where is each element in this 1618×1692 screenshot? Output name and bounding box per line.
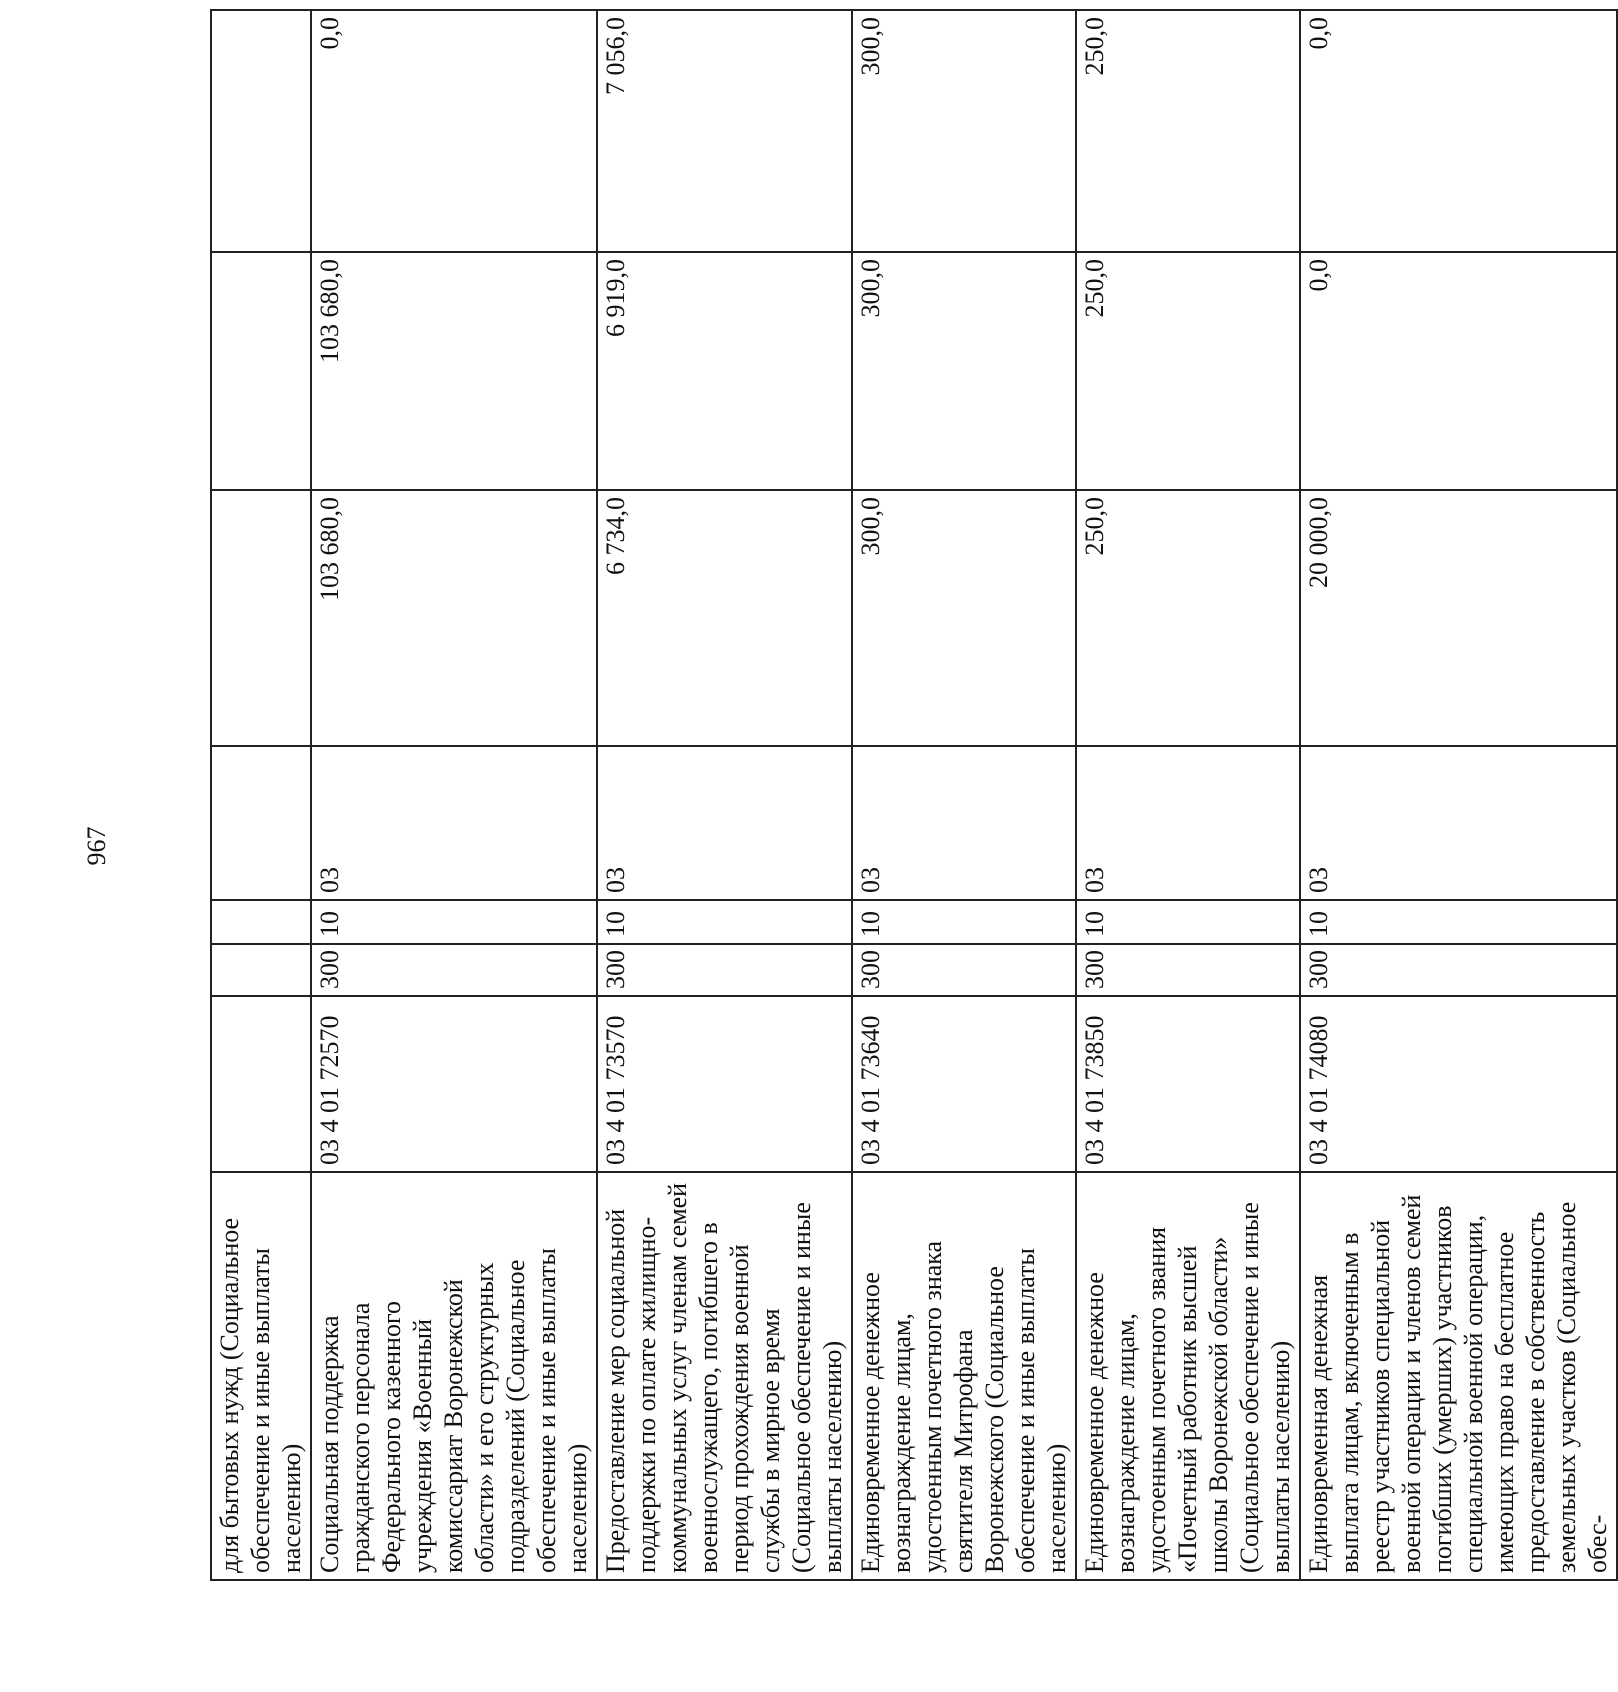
row-code: 03 4 01 72570: [311, 996, 597, 1172]
row-sum-1: 250,0: [1076, 490, 1300, 746]
row-code: 03 4 01 73570: [597, 996, 852, 1172]
row-code: [211, 996, 311, 1172]
row-sum-3: 300,0: [852, 10, 1076, 252]
row-sum-1: 20 000,0: [1300, 490, 1617, 746]
row-sum-1: [211, 490, 311, 746]
row-rz: 10: [597, 900, 852, 944]
row-pr: 03: [852, 746, 1076, 900]
table-row: [597, 10, 852, 1580]
row-sum-2: 300,0: [852, 252, 1076, 490]
row-name: Единовременное денежное вознаграждение лицам, удостоенным почетного звания «Почетный работник высшей школы Воронежской области» (Социальное обеспечение и иные выплаты населению): [1076, 1172, 1300, 1580]
table-row: [1300, 10, 1617, 1580]
row-sum-3: 0,0: [311, 10, 597, 252]
row-rz: 10: [852, 900, 1076, 944]
row-code: 03 4 01 73640: [852, 996, 1076, 1172]
row-code: 03 4 01 73850: [1076, 996, 1300, 1172]
table-row: [1076, 10, 1300, 1580]
row-name: Единовременная денежная выплата лицам, включенным в реестр участников специальной военной операции и членов семей погибших (умерших) участников специальной военной операции, имеющих право на бесплатное предоставление в собственность земельных участков (Социальное обес-: [1300, 1172, 1617, 1580]
row-sum-3: 250,0: [1076, 10, 1300, 252]
row-sum-3: 0,0: [1300, 10, 1617, 252]
row-pr: 03: [1300, 746, 1617, 900]
row-name: Предоставление мер социальной поддержки по оплате жилищно-коммунальных услуг членам семей военнослужащего, погибшего в период прохождения военной службы в мирное время (Социальное обеспечение и иные выплаты населению): [597, 1172, 852, 1580]
row-name: Единовременное денежное вознаграждение лицам, удостоенным почетного знака святителя Митрофана Воронежского (Социальное обеспечение и иные выплаты населению): [852, 1172, 1076, 1580]
row-sum-3: [211, 10, 311, 252]
row-pr: 03: [311, 746, 597, 900]
row-rz: [211, 900, 311, 944]
row-sum-2: 103 680,0: [311, 252, 597, 490]
row-sum-2: 0,0: [1300, 252, 1617, 490]
page-number: 967: [82, 826, 111, 866]
row-pr: 03: [1076, 746, 1300, 900]
row-sum-2: 250,0: [1076, 252, 1300, 490]
row-vr: 300: [1076, 944, 1300, 996]
row-sum-1: 103 680,0: [311, 490, 597, 746]
budget-table: [210, 9, 1618, 1581]
row-vr: 300: [311, 944, 597, 996]
row-pr: [211, 746, 311, 900]
row-sum-2: 6 919,0: [597, 252, 852, 490]
table-row: [211, 10, 311, 1580]
row-sum-1: 300,0: [852, 490, 1076, 746]
row-code: 03 4 01 74080: [1300, 996, 1617, 1172]
row-vr: 300: [1300, 944, 1617, 996]
row-sum-2: [211, 252, 311, 490]
row-sum-3: 7 056,0: [597, 10, 852, 252]
row-sum-1: 6 734,0: [597, 490, 852, 746]
row-pr: 03: [597, 746, 852, 900]
table-row: [852, 10, 1076, 1580]
row-vr: 300: [597, 944, 852, 996]
row-rz: 10: [311, 900, 597, 944]
table-row: [311, 10, 597, 1580]
row-name: для бытовых нужд (Социальное обеспечение и иные выплаты населению): [211, 1172, 311, 1580]
row-vr: 300: [852, 944, 1076, 996]
row-rz: 10: [1300, 900, 1617, 944]
row-vr: [211, 944, 311, 996]
row-rz: 10: [1076, 900, 1300, 944]
row-name: Социальная поддержка гражданского персонала Федерального казенного учреждения «Военный комиссариат Воронежской области» и его структурных подразделений (Социальное обеспечение и иные выплаты населению): [311, 1172, 597, 1580]
